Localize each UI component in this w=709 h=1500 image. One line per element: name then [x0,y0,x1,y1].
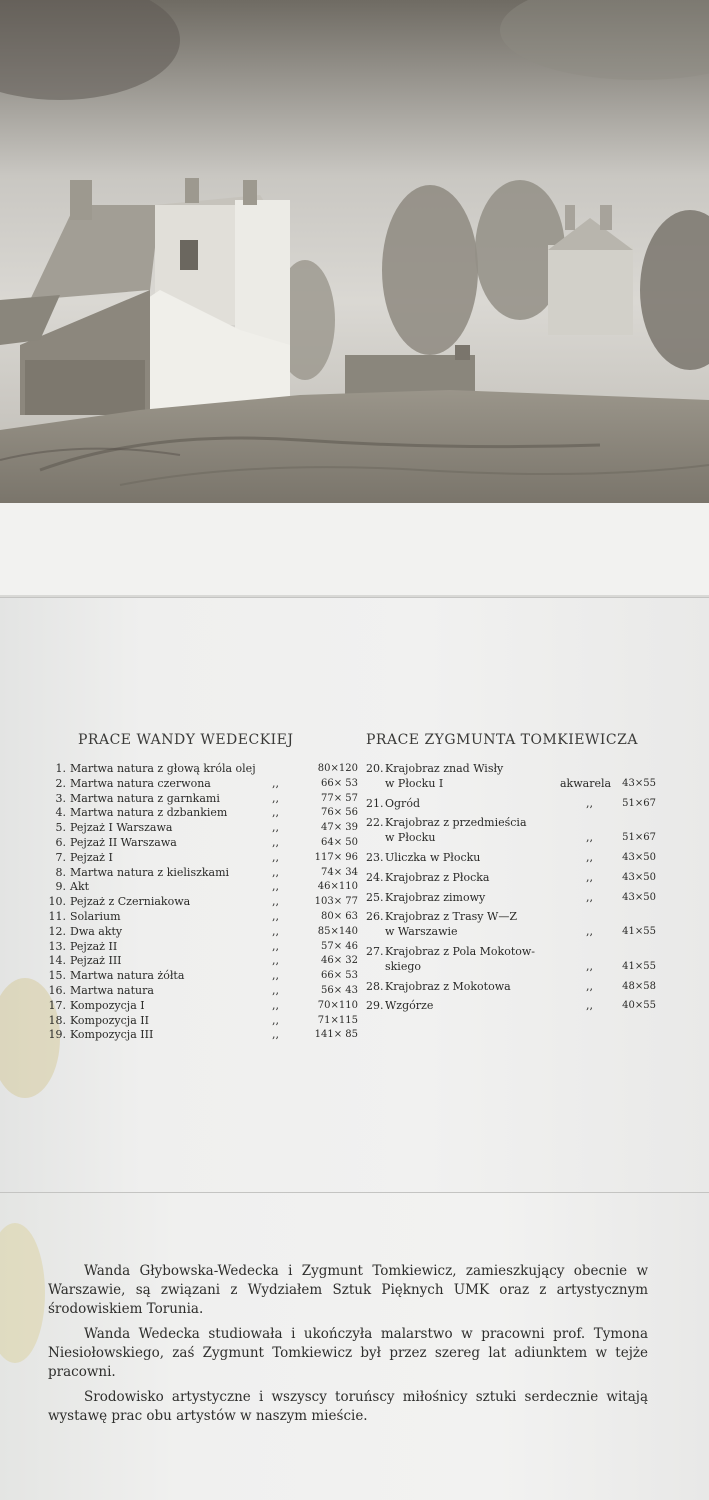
work-dimensions: 48×58 [622,980,656,992]
work-dimensions: 141× 85 [314,1029,358,1041]
ditto-mark: ,, [272,850,279,864]
intro-paragraph: Wanda Wedecka studiowała i ukończyła malarstwo w pracowni prof. Tymona Niesiołowskiego, zaś Zygmunt Tomkiewicz był przez szereg lat adiunktem w tejże pracowni. [48,1326,648,1380]
work-dimensions: 47× 39 [320,822,358,834]
ditto-mark: ,, [586,831,593,845]
work-medium: akwarela [560,776,612,790]
work-number: 27. [366,944,384,958]
water-stain [0,1223,45,1363]
work-item [48,969,358,984]
ditto-mark: ,, [272,776,279,790]
work-title-part: skiego [385,959,422,973]
work-title-continuation [366,777,666,792]
work-title: Krajobraz z Trasy W—Z [385,910,517,924]
work-title: Martwa natura czerwona [70,776,211,790]
work-dimensions: 71×115 [317,1014,358,1026]
tomkiewicz-works-list [366,762,666,1019]
work-dimensions: 85×140 [317,925,358,937]
ditto-mark: ,, [586,999,593,1013]
top-panel [0,0,709,595]
work-title: Martwa natura z kieliszkami [70,865,230,879]
work-title: Pejzaż II Warszawa [70,835,177,849]
ditto-mark: ,, [586,959,593,973]
landscape-painting [0,0,709,503]
work-title-line [366,999,666,1014]
work-title: Pejzaż III [70,954,122,968]
work-item [366,891,666,906]
work-item [48,954,358,969]
work-number: 24. [366,870,384,884]
work-dimensions: 40×55 [622,1000,656,1012]
work-number: 7. [55,850,66,864]
work-item [366,945,666,975]
work-item [48,865,358,881]
ditto-mark: ,, [272,806,279,820]
work-item [48,939,358,955]
work-title: Martwa natura z dzbankiem [70,806,228,820]
ditto-mark: ,, [272,791,279,805]
work-item [48,850,358,866]
ditto-mark: ,, [586,890,593,904]
work-dimensions: 51×67 [622,832,656,844]
work-title-line [366,891,666,906]
work-item [48,924,358,940]
work-item [48,998,358,1014]
work-title: Krajobraz z przedmieścia [385,816,527,830]
work-number: 23. [366,850,384,864]
work-title: Martwa natura z garnkami [70,791,220,805]
work-title: Krajobraz znad Wisły [385,762,504,775]
work-title: Pejzaż II [70,939,118,953]
work-number: 5. [55,821,66,835]
work-number: 18. [48,1013,66,1027]
intro-paragraph: Srodowisko artystyczne i wszyscy toruńscy miłośnicy sztuki serdecznie witają wystawę prac obu artystów w naszym mieście. [48,1389,648,1424]
work-item [48,776,358,792]
ditto-mark: ,, [586,870,593,884]
work-number: 15. [48,969,66,983]
work-number: 21. [366,796,384,810]
ditto-mark: ,, [272,880,279,894]
work-title-line [366,851,666,866]
work-dimensions: 103× 77 [314,896,358,908]
work-number: 2. [55,776,66,790]
work-title: Krajobraz z Płocka [385,870,490,884]
ditto-mark: ,, [272,895,279,909]
work-item [366,871,666,886]
wedecka-works-list [48,762,358,1043]
work-title: Krajobraz z Pola Mokotow- [385,944,536,958]
work-number: 20. [366,762,384,775]
work-number: 11. [48,909,66,923]
work-dimensions: 43×50 [622,871,656,883]
work-title-line [366,945,666,960]
work-dimensions: 70×110 [317,999,358,1011]
work-item [366,851,666,866]
intro-paragraph: Wanda Głybowska-Wedecka i Zygmunt Tomkiewicz, zamieszkujący obecnie w Warszawie, są związani z Wydziałem Sztuk Pięknych UMK oraz z artystycznym środowiskiem Torunia. [48,1263,648,1317]
ditto-mark: ,, [272,939,279,953]
ditto-mark: ,, [586,925,593,939]
work-title: Martwa natura [70,983,154,997]
work-item [48,1028,358,1043]
work-item [366,980,666,995]
work-title: Martwa natura z głową króla olej [70,762,256,775]
work-item [366,999,666,1014]
work-dimensions: 80×120 [317,763,358,774]
work-item [366,910,666,940]
work-number: 12. [48,924,66,938]
work-title: Akt [70,880,90,894]
work-item [366,797,666,812]
work-title: Krajobraz z Mokotowa [385,979,511,993]
work-number: 13. [48,939,66,953]
work-title: Solarium [70,909,121,923]
work-number: 1. [55,762,66,775]
work-title: Kompozycja III [70,1028,154,1042]
ditto-mark: ,, [272,909,279,923]
work-title-line [366,980,666,995]
work-dimensions: 43×55 [622,777,656,789]
work-dimensions: 51×67 [622,797,656,809]
work-dimensions: 74× 34 [320,866,358,878]
ditto-mark: ,, [272,1028,279,1042]
work-title: Pejzaż z Czerniakowa [70,895,191,909]
work-item [48,762,358,777]
work-item [48,895,358,910]
work-dimensions: 46×110 [317,881,358,893]
work-title-part: w Płocku [385,831,436,845]
work-item [48,909,358,925]
ditto-mark: ,, [272,969,279,983]
work-number: 19. [48,1028,66,1042]
work-dimensions: 57× 46 [320,940,358,952]
ditto-mark: ,, [272,924,279,938]
ditto-mark: ,, [272,865,279,879]
ditto-mark: ,, [272,835,279,849]
ditto-mark: ,, [586,850,593,864]
ditto-mark: ,, [272,983,279,997]
work-title-continuation [366,960,666,975]
work-item [48,880,358,895]
work-title-part: w Warszawie [385,925,458,939]
work-number: 17. [48,998,66,1012]
work-dimensions: 46× 32 [320,955,358,967]
work-title-line [366,871,666,886]
work-title: Pejzaż I [70,850,113,864]
work-number: 6. [55,835,66,849]
work-dimensions: 41×55 [622,960,656,972]
work-title-part: w Płocku I [385,776,444,790]
work-dimensions: 41×55 [622,926,656,938]
work-title: Martwa natura żółta [70,969,185,983]
work-title: Ogród [385,796,420,810]
work-item [366,762,666,792]
work-title-line [366,797,666,812]
work-dimensions: 66× 53 [320,777,358,789]
work-title: Dwa akty [70,924,123,938]
work-number: 14. [48,954,66,968]
work-item [48,791,358,807]
intro-text [48,1262,648,1432]
ditto-mark: ,, [272,954,279,968]
work-title-line [366,816,666,831]
work-dimensions: 43×50 [622,851,656,863]
work-number: 3. [55,791,66,805]
work-title: Wzgórze [385,999,434,1013]
work-title-continuation [366,925,666,940]
ditto-mark: ,, [272,821,279,835]
ditto-mark: ,, [272,998,279,1012]
work-item [48,835,358,851]
ditto-mark: ,, [272,1013,279,1027]
work-title-continuation [366,831,666,846]
work-dimensions: 56× 43 [320,984,358,996]
work-dimensions: 76× 56 [320,807,358,819]
work-number: 29. [366,999,384,1013]
work-dimensions: 64× 50 [320,836,358,848]
work-title: Kompozycja I [70,998,145,1012]
work-dimensions: 80× 63 [320,910,358,922]
work-title-line [366,762,666,777]
work-item [48,983,358,999]
work-title: Uliczka w Płocku [385,850,481,864]
work-dimensions: 43×50 [622,891,656,903]
work-number: 22. [366,816,384,830]
work-item [366,816,666,846]
work-number: 9. [55,880,66,894]
work-item [48,806,358,821]
work-number: 28. [366,979,384,993]
left-column-title: PRACE WANDY WEDECKIEJ [78,732,294,748]
work-dimensions: 66× 53 [320,970,358,982]
work-number: 10. [48,895,66,909]
work-item [48,821,358,836]
work-item [48,1013,358,1029]
right-column-title: PRACE ZYGMUNTA TOMKIEWICZA [366,732,638,748]
ditto-mark: ,, [586,796,593,810]
ditto-mark: ,, [586,979,593,993]
work-dimensions: 117× 96 [314,851,358,863]
work-number: 8. [55,865,66,879]
work-dimensions: 77× 57 [320,792,358,804]
work-number: 26. [366,910,384,924]
work-title: Kompozycja II [70,1013,149,1027]
work-number: 25. [366,890,384,904]
work-number: 4. [55,806,66,820]
work-title: Krajobraz zimowy [385,890,486,904]
work-title-line [366,910,666,925]
work-title: Pejzaż I Warszawa [70,821,173,835]
work-number: 16. [48,983,66,997]
